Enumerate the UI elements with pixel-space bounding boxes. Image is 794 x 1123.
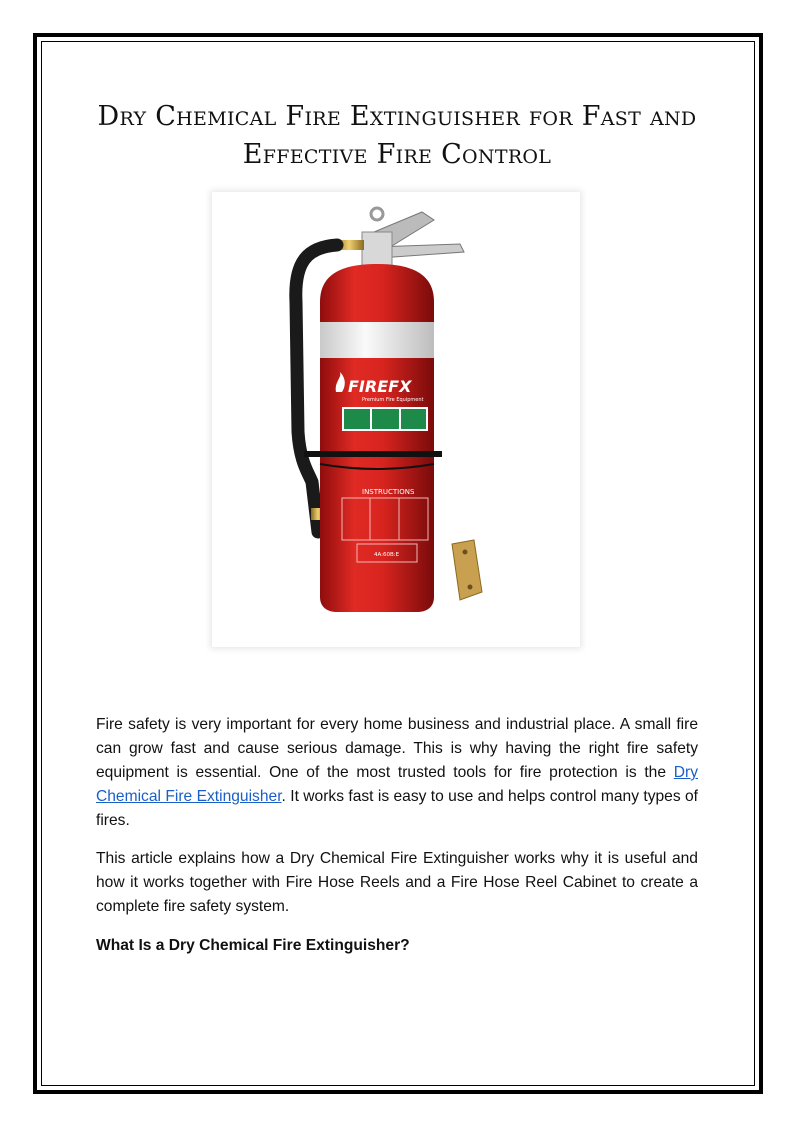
fire-extinguisher-image: [212, 192, 580, 647]
instructions-label: INSTRUCTIONS: [362, 488, 415, 496]
brand-tagline: Premium Fire Equipment: [362, 397, 424, 403]
brand-logo: FIREFX: [348, 377, 412, 396]
article-overview-paragraph: This article explains how a Dry Chemical Fire Extinguisher works why it is useful and how it works together with Fire Hose Reels and a Fire Hose Reel Cabinet to create a complete fire safety system.: [96, 850, 698, 915]
dry-chemical-extinguisher-link[interactable]: Dry Chemical Fire Extinguisher: [96, 764, 698, 805]
rating-label: 4A:60B:E: [374, 552, 400, 558]
intro-paragraph: Fire safety is very important for every home business and industrial place. A small fire can grow fast and cause serious damage. This is why having the right fire safety equipment is essential. One of the most trusted tools for fire protection is the Dry Chemical Fire Extinguisher. It works fast is easy to use and helps control many types of fires.: [96, 716, 699, 829]
section-heading: What Is a Dry Chemical Fire Extinguisher?: [96, 937, 410, 954]
document-title: Dry Chemical Fire Extinguisher for Fast and Effective Fire Control: [97, 101, 697, 170]
